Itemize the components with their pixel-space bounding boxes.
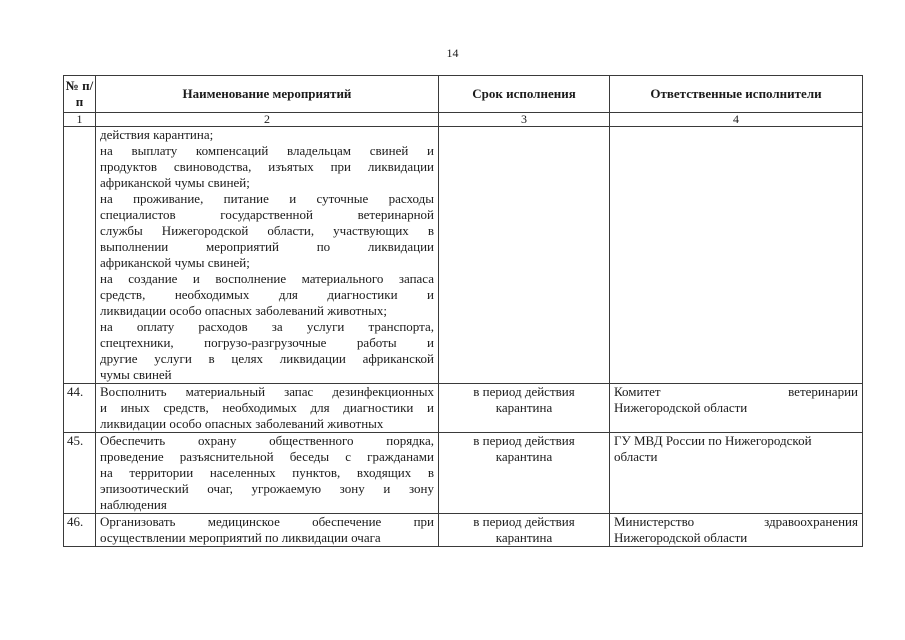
responsible-line: Комитет ветеринарии	[614, 384, 858, 399]
measure-cell	[96, 514, 439, 547]
continuation-line: средств, необходимых для диагностики и	[100, 287, 434, 302]
continuation-line: выполнении мероприятий по ликвидации	[100, 239, 434, 254]
term-line: карантина	[495, 449, 553, 464]
responsible-cell	[610, 433, 863, 514]
measure-line: Восполнить материальный запас дезинфекционных	[100, 384, 434, 399]
term-line: в период действия	[473, 433, 575, 448]
responsible-cell	[610, 514, 863, 547]
term-line: в период действия	[473, 514, 575, 529]
term-cell	[439, 384, 610, 433]
header-term: Срок исполнения	[439, 76, 610, 113]
header-name: Наименование мероприятий	[96, 76, 439, 113]
measure-line: ликвидации особо опасных заболеваний животных	[100, 416, 384, 431]
measure-cell	[96, 384, 439, 433]
continuation-line: другие услуги в целях ликвидации африканской	[100, 351, 434, 366]
table-row	[64, 384, 863, 433]
measure-line: Обеспечить охрану общественного порядка,	[100, 433, 434, 448]
responsible-line: Министерство здравоохранения	[614, 514, 858, 529]
continuation-line: продуктов свиноводства, изъятых при ликвидации	[100, 159, 434, 174]
responsible-line: Нижегородской области	[614, 530, 748, 545]
continuation-line: спецтехники, погрузо-разгрузочные работы и	[100, 335, 434, 350]
row-number: 44.	[64, 384, 96, 433]
table-header-row	[64, 76, 863, 113]
continuation-term-cell	[439, 127, 610, 384]
continuation-line: африканской чумы свиней;	[100, 175, 250, 190]
column-number-row	[64, 113, 863, 127]
column-number: 3	[439, 113, 610, 127]
table-row	[64, 514, 863, 547]
term-cell	[439, 433, 610, 514]
continuation-line: африканской чумы свиней;	[100, 255, 250, 270]
term-cell	[439, 514, 610, 547]
term-line: в период действия	[473, 384, 575, 399]
continuation-line: на проживание, питание и суточные расходы	[100, 191, 434, 206]
measure-line: и иных средств, необходимых для диагностики и	[100, 400, 434, 415]
term-line: карантина	[495, 530, 553, 545]
measure-line: на территории населенных пунктов, входящих в	[100, 465, 434, 480]
measure-line: осуществлении мероприятий по ликвидации очага	[100, 530, 381, 545]
continuation-num-cell	[64, 127, 96, 384]
measure-line: наблюдения	[100, 497, 167, 512]
continuation-line: специалистов государственной ветеринарной	[100, 207, 434, 222]
continuation-line: действия карантина;	[100, 127, 214, 142]
term-line: карантина	[495, 400, 553, 415]
measure-line: проведение разъяснительной беседы с гражданами	[100, 449, 434, 464]
column-number: 2	[96, 113, 439, 127]
column-number: 1	[64, 113, 96, 127]
header-num: № п/п	[64, 76, 96, 113]
continuation-text-cell	[96, 127, 439, 384]
responsible-cell	[610, 384, 863, 433]
measure-line: Организовать медицинское обеспечение при	[100, 514, 434, 529]
measures-table	[63, 75, 863, 547]
table-row	[64, 433, 863, 514]
continuation-line: на выплату компенсаций владельцам свиней и	[100, 143, 434, 158]
continuation-line: на создание и восполнение материального запаса	[100, 271, 434, 286]
responsible-line: Нижегородской области	[614, 400, 748, 415]
continuation-responsible-cell	[610, 127, 863, 384]
responsible-line: области	[614, 449, 658, 464]
table-row-continuation	[64, 127, 863, 384]
continuation-line: чумы свиней	[100, 367, 172, 382]
column-number: 4	[610, 113, 863, 127]
continuation-line: службы Нижегородской области, участвующих в	[100, 223, 434, 238]
row-number: 45.	[64, 433, 96, 514]
responsible-line: ГУ МВД России по Нижегородской	[614, 433, 812, 448]
row-number: 46.	[64, 514, 96, 547]
continuation-line: на оплату расходов за услуги транспорта,	[100, 319, 434, 334]
continuation-line: ликвидации особо опасных заболеваний животных;	[100, 303, 388, 318]
page-number: 14	[446, 46, 459, 60]
header-responsible: Ответственные исполнители	[610, 76, 863, 113]
measure-cell	[96, 433, 439, 514]
measure-line: эпизоотический очаг, угрожаемую зону и зону	[100, 481, 434, 496]
